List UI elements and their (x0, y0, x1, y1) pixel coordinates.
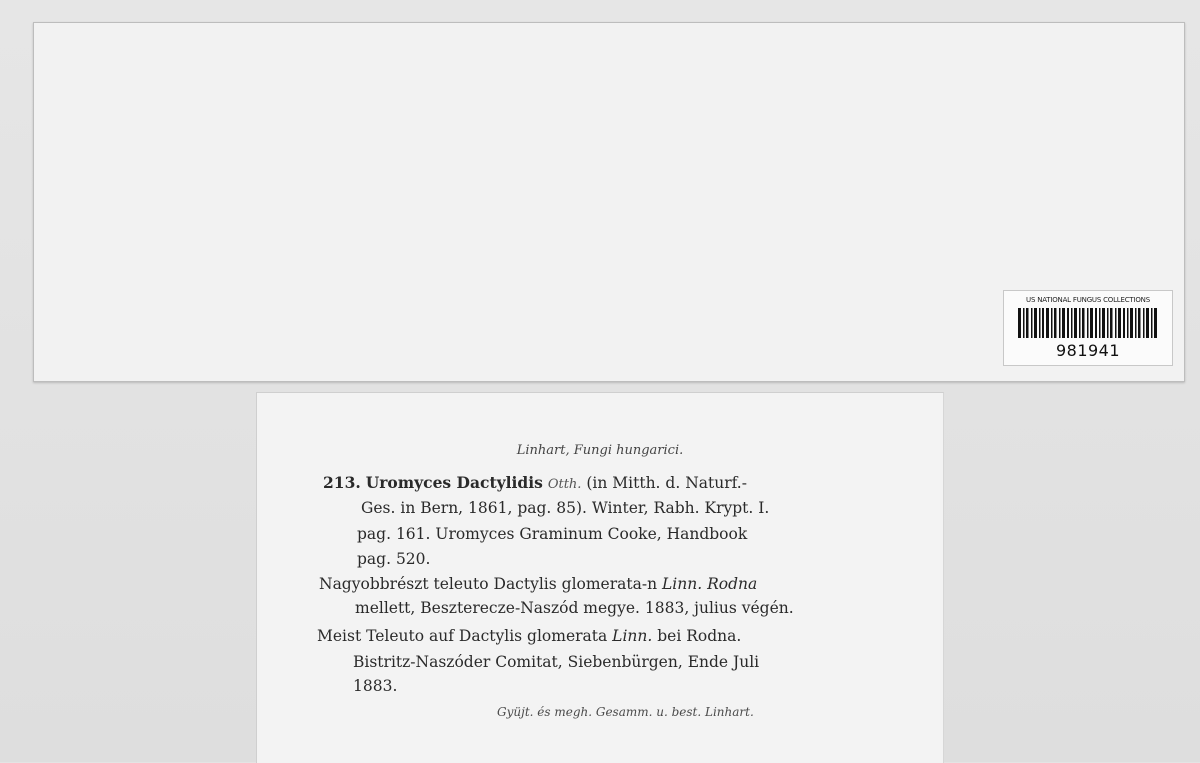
barcode-icon (1018, 308, 1158, 338)
german-locality: bei Rodna. (652, 627, 742, 645)
label-line-4: pag. 520. (357, 550, 431, 568)
barcode-label (1003, 290, 1173, 366)
taxon-author: Otth. (547, 477, 582, 492)
exsiccata-number: 213. (323, 473, 361, 492)
citation-start: (in Mitth. d. Naturf.- (586, 474, 747, 492)
collector-text: Gyüjt. és megh. Gesamm. u. best. (497, 705, 705, 719)
collector-line (497, 705, 754, 719)
collector-name: Linhart. (705, 705, 754, 719)
hungarian-locality: Rodna (702, 575, 758, 593)
barcode-institution: US NATIONAL FUNGUS COLLECTIONS (1026, 296, 1150, 304)
hungarian-authority: Linn. (662, 575, 703, 593)
taxon-name: Uromyces Dactylidis (365, 473, 543, 492)
german-text: Meist Teleuto auf Dactylis glomerata (317, 627, 613, 645)
german-authority: Linn. (612, 627, 653, 645)
hungarian-text: Nagyobbrészt teleuto Dactylis glomerata-n (319, 575, 662, 593)
specimen-label (256, 392, 944, 763)
label-line-2: Ges. in Bern, 1861, pag. 85). Winter, Rabh. Krypt. I. (361, 499, 770, 517)
german-line-3: 1883. (353, 677, 398, 695)
barcode-number: 981941 (1055, 341, 1121, 360)
exsiccata-title: Linhart, Fungi hungarici. (516, 443, 684, 458)
german-line-1 (317, 627, 741, 645)
hungarian-line-2: mellett, Beszterecze-Naszód megye. 1883, julius végén. (355, 599, 794, 617)
label-line-1 (323, 473, 747, 492)
german-line-2: Bistritz-Naszóder Comitat, Siebenbürgen, Ende Juli (353, 653, 760, 671)
hungarian-line-1 (319, 575, 757, 593)
label-line-3: pag. 161. Uromyces Graminum Cooke, Handbook (357, 525, 748, 543)
